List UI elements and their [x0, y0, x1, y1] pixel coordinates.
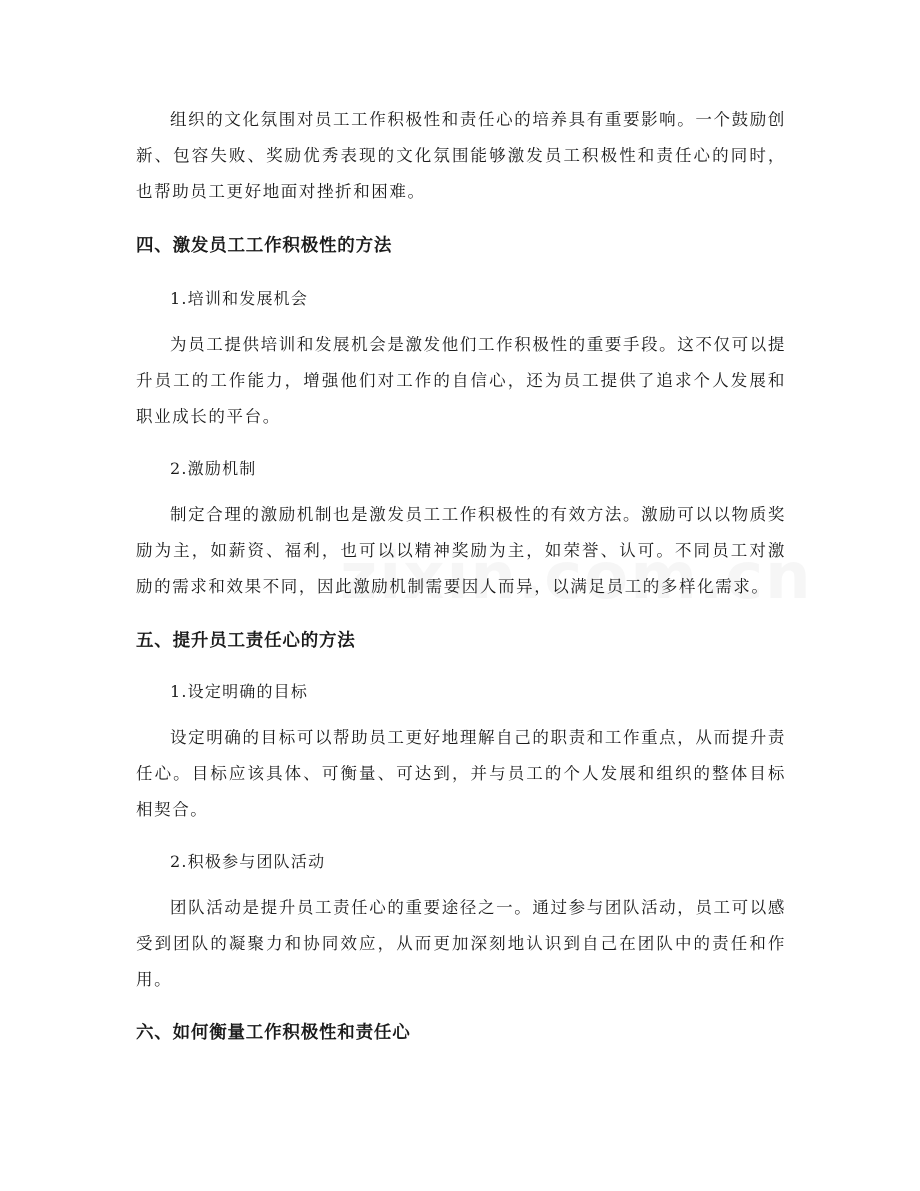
section-5-item-2-text: 团队活动是提升员工责任心的重要途径之一。通过参与团队活动，员工可以感受到团队的凝聚力和协同效应，从而更加深刻地认识到自己在团队中的责任和作用。 — [136, 898, 786, 989]
section-5-heading: 五、提升员工责任心的方法 — [136, 631, 356, 651]
section-5-item-1-title: 1.设定明确的目标 — [170, 682, 309, 701]
section-4-item-2-title: 2.激励机制 — [170, 459, 257, 478]
section-5-item-2-title: 2.积极参与团队活动 — [170, 852, 326, 871]
section-4-item-1-title: 1.培训和发展机会 — [170, 289, 309, 308]
section-4-item-1-text: 为员工提供培训和发展机会是激发他们工作积极性的重要手段。这不仅可以提升员工的工作能力，增强他们对工作的自信心，还为员工提供了追求个人发展和职业成长的平台。 — [136, 335, 786, 426]
section-6-heading: 六、如何衡量工作积极性和责任心 — [136, 1023, 411, 1043]
section-4-heading: 四、激发员工工作积极性的方法 — [136, 236, 393, 256]
section-5-item-1-text: 设定明确的目标可以帮助员工更好地理解自己的职责和工作重点，从而提升责任心。目标应该具体、可衡量、可达到，并与员工的个人发展和组织的整体目标相契合。 — [136, 728, 786, 819]
intro-paragraph: 组织的文化氛围对员工工作积极性和责任心的培养具有重要影响。一个鼓励创新、包容失败、奖励优秀表现的文化氛围能够激发员工积极性和责任心的同时，也帮助员工更好地面对挫折和困难。 — [136, 110, 786, 201]
section-4-item-2-text: 制定合理的激励机制也是激发员工工作积极性的有效方法。激励可以以物质奖励为主，如薪资、福利，也可以以精神奖励为主，如荣誉、认可。不同员工对激励的需求和效果不同，因此激励机制需要因人而异，以满足员工的多样化需求。 — [136, 505, 786, 596]
